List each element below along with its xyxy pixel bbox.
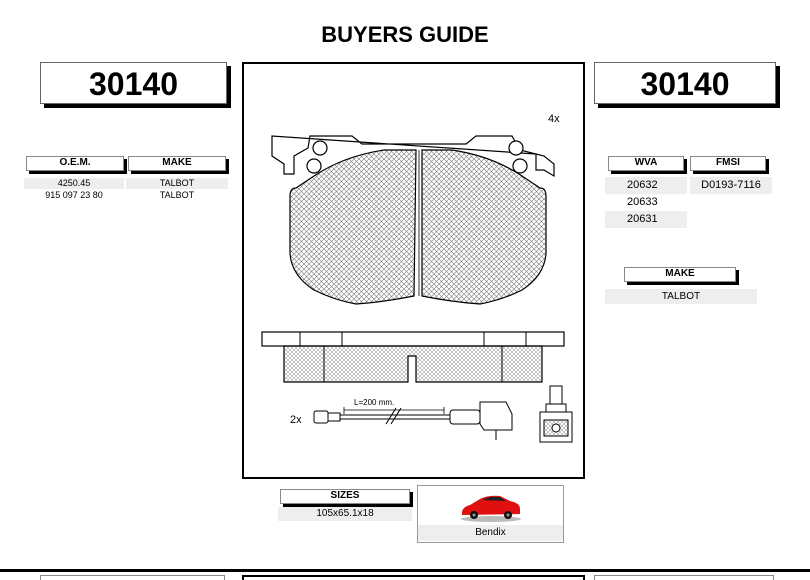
brand-name: Bendix [418, 525, 563, 541]
oem-code-2: 915 097 23 80 [24, 190, 124, 201]
sensor-quantity-label: 2x [290, 414, 302, 426]
sensor-clip [540, 386, 572, 442]
page-title: BUYERS GUIDE [321, 22, 489, 47]
oem-make-header: MAKE [128, 156, 226, 171]
side-view-backing [262, 332, 564, 346]
side-view-friction [284, 346, 542, 382]
fmsi-value: D0193-7116 [690, 177, 772, 194]
wva-value-3: 20631 [605, 211, 687, 228]
mount-hole-br [513, 159, 527, 173]
oem-header: O.E.M. [26, 156, 124, 171]
sizes-header: SIZES [280, 489, 410, 504]
mount-hole-tr [509, 141, 523, 155]
part-number-left: 30140 [40, 62, 227, 104]
next-drawing-box [242, 575, 585, 580]
brake-pad-drawing [242, 62, 585, 479]
friction-pad-left [290, 150, 416, 304]
sizes-value: 105x65.1x18 [278, 507, 412, 521]
next-part-box-right [594, 575, 774, 580]
wva-value-1: 20632 [605, 177, 687, 194]
oem-make-2: TALBOT [126, 190, 228, 201]
next-part-box-left [40, 575, 225, 580]
mount-hole-tl [313, 141, 327, 155]
oem-code-1: 4250.45 [24, 178, 124, 189]
pad-quantity-label: 4x [548, 113, 560, 125]
friction-pad-right [422, 150, 546, 304]
car-image [458, 489, 524, 523]
fmsi-header: FMSI [690, 156, 766, 171]
part-number-right: 30140 [594, 62, 776, 104]
page-divider [0, 569, 810, 572]
mount-hole-bl [307, 159, 321, 173]
make-right-header: MAKE [624, 267, 736, 282]
make-right-value: TALBOT [605, 289, 757, 304]
wva-value-2: 20633 [605, 194, 687, 211]
sensor-length-label: L=200 mm. [354, 398, 395, 407]
brand-box [417, 485, 564, 543]
wva-header: WVA [608, 156, 684, 171]
oem-make-1: TALBOT [126, 178, 228, 189]
